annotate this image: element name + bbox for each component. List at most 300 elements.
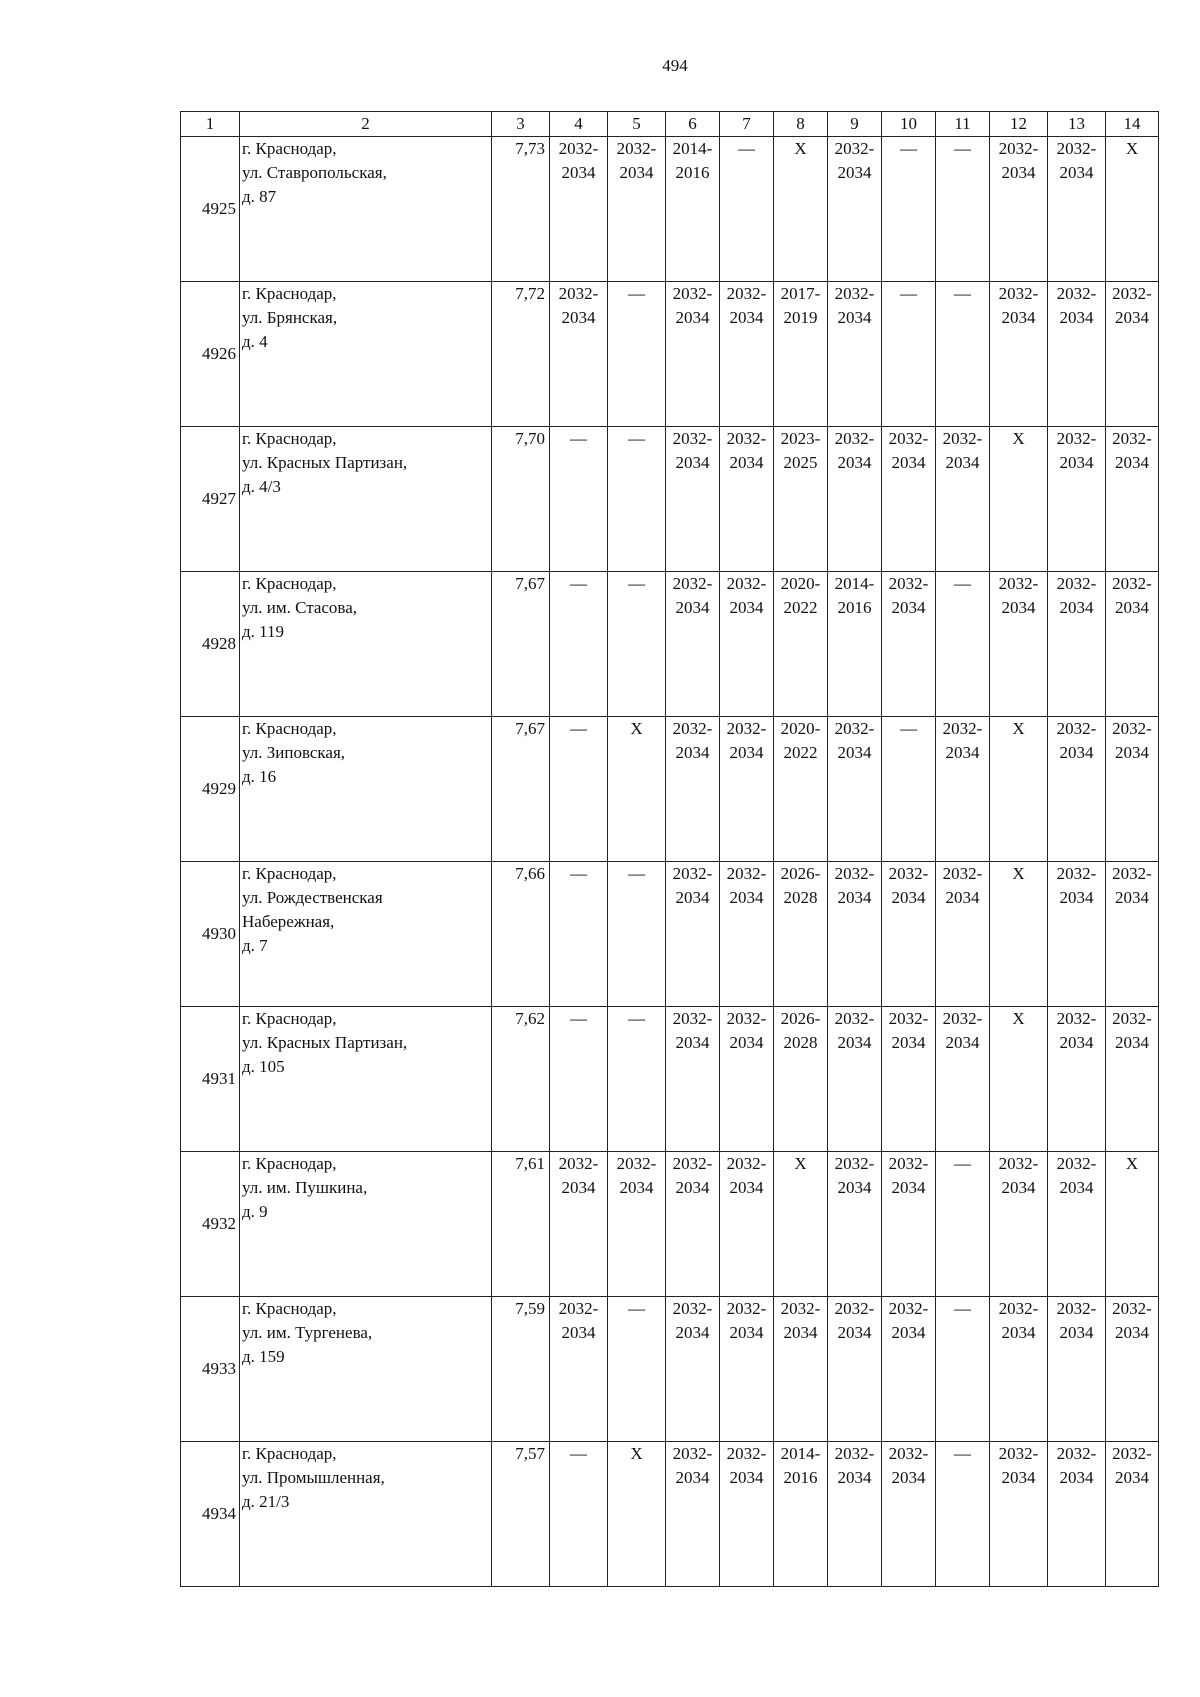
- period-value: 2032- 2034: [834, 1154, 875, 1197]
- period-cell: [608, 572, 666, 717]
- period-value: 2032- 2034: [1112, 1299, 1152, 1342]
- period-cell: [720, 572, 774, 717]
- period-cell: [828, 1007, 882, 1152]
- period-cell: [774, 572, 828, 717]
- index-value-cell: 7,59: [492, 1297, 550, 1442]
- address-line: д. 159: [242, 1347, 285, 1366]
- table-row: [181, 1152, 1159, 1297]
- period-cell: [1106, 862, 1159, 1007]
- period-value: —: [900, 139, 917, 158]
- column-number-header: 7: [720, 112, 774, 137]
- period-cell: [828, 1442, 882, 1587]
- period-cell: [720, 1007, 774, 1152]
- period-value: 2032- 2034: [942, 429, 983, 472]
- period-value: 2032- 2034: [834, 284, 875, 327]
- table-row: [181, 427, 1159, 572]
- period-cell: [1106, 282, 1159, 427]
- period-cell: [936, 1297, 990, 1442]
- row-number-cell: 4929: [181, 717, 240, 862]
- index-value-cell: 7,61: [492, 1152, 550, 1297]
- period-cell: [1048, 1297, 1106, 1442]
- period-cell: [1106, 1007, 1159, 1152]
- period-cell: [666, 717, 720, 862]
- period-cell: [882, 137, 936, 282]
- row-number-cell: 4926: [181, 282, 240, 427]
- period-cell: [608, 1152, 666, 1297]
- row-number-cell: 4931: [181, 1007, 240, 1152]
- address-line: ул. Рождественская: [242, 888, 383, 907]
- period-cell: [550, 1007, 608, 1152]
- period-value: —: [628, 429, 645, 448]
- period-cell: [828, 282, 882, 427]
- period-value: 2032- 2034: [726, 574, 767, 617]
- period-value: 2032- 2034: [834, 719, 875, 762]
- address-line: г. Краснодар,: [242, 284, 337, 303]
- column-number-header: 5: [608, 112, 666, 137]
- period-cell: [550, 137, 608, 282]
- period-cell: [550, 1297, 608, 1442]
- address-line: ул. Промышленная,: [242, 1468, 385, 1487]
- period-cell: [608, 717, 666, 862]
- period-value: 2032- 2034: [1056, 429, 1097, 472]
- period-cell: [828, 1152, 882, 1297]
- period-value: 2032- 2034: [1056, 1299, 1097, 1342]
- index-value-cell: 7,72: [492, 282, 550, 427]
- period-cell: [720, 137, 774, 282]
- period-value: —: [570, 719, 587, 738]
- address-line: д. 119: [242, 622, 285, 641]
- address-cell: [240, 1442, 492, 1587]
- period-value: 2032- 2034: [1056, 864, 1097, 907]
- address-cell: [240, 862, 492, 1007]
- period-value: 2032- 2034: [834, 1299, 875, 1342]
- address-line: г. Краснодар,: [242, 1444, 337, 1463]
- period-value: —: [570, 1009, 587, 1028]
- period-cell: [882, 1297, 936, 1442]
- period-value: 2032- 2034: [942, 864, 983, 907]
- period-value: 2032- 2034: [998, 1299, 1039, 1342]
- period-value: 2032- 2034: [942, 1009, 983, 1052]
- period-cell: [666, 1297, 720, 1442]
- index-value-cell: 7,57: [492, 1442, 550, 1587]
- period-cell: [1106, 572, 1159, 717]
- period-cell: [774, 1152, 828, 1297]
- period-cell: [882, 1442, 936, 1587]
- period-value: 2032- 2034: [888, 429, 929, 472]
- address-line: д. 4: [242, 332, 268, 351]
- row-number-cell: 4932: [181, 1152, 240, 1297]
- column-number-header: 3: [492, 112, 550, 137]
- table-row: [181, 717, 1159, 862]
- address-cell: [240, 282, 492, 427]
- period-cell: [774, 427, 828, 572]
- period-value: 2032- 2034: [942, 719, 983, 762]
- address-line: г. Краснодар,: [242, 1009, 337, 1028]
- period-value: 2032- 2034: [888, 574, 929, 617]
- period-cell: [882, 572, 936, 717]
- period-value: —: [900, 719, 917, 738]
- table-row: [181, 282, 1159, 427]
- address-line: д. 87: [242, 187, 277, 206]
- address-line: ул. им. Стасова,: [242, 598, 358, 617]
- address-line: ул. Красных Партизан,: [242, 453, 408, 472]
- period-cell: [720, 1442, 774, 1587]
- period-cell: [1048, 137, 1106, 282]
- table-row: [181, 1442, 1159, 1587]
- address-line: д. 21/3: [242, 1492, 290, 1511]
- period-value: 2032- 2034: [558, 1154, 599, 1197]
- period-cell: [608, 862, 666, 1007]
- period-cell: [608, 427, 666, 572]
- table-row: [181, 862, 1159, 1007]
- period-cell: [1106, 717, 1159, 862]
- period-value: —: [628, 1299, 645, 1318]
- period-cell: [608, 1297, 666, 1442]
- row-number-cell: 4930: [181, 862, 240, 1007]
- period-value: 2032- 2034: [672, 1009, 713, 1052]
- period-value: 2032- 2034: [672, 864, 713, 907]
- table-row: [181, 1297, 1159, 1442]
- period-cell: [720, 717, 774, 862]
- period-cell: [774, 1007, 828, 1152]
- period-value: 2032- 2034: [1112, 1009, 1152, 1052]
- address-cell: [240, 1297, 492, 1442]
- period-cell: [936, 427, 990, 572]
- period-cell: [608, 1007, 666, 1152]
- address-line: г. Краснодар,: [242, 574, 337, 593]
- period-value: 2032- 2034: [1056, 1154, 1097, 1197]
- period-cell: [666, 427, 720, 572]
- period-value: 2032- 2034: [558, 139, 599, 182]
- period-value: 2032- 2034: [888, 864, 929, 907]
- period-value: 2032- 2034: [834, 864, 875, 907]
- index-value-cell: 7,62: [492, 1007, 550, 1152]
- address-line: г. Краснодар,: [242, 1154, 337, 1173]
- period-cell: [990, 862, 1048, 1007]
- period-value: 2032- 2034: [888, 1009, 929, 1052]
- period-value: 2032- 2034: [672, 284, 713, 327]
- index-value-cell: 7,67: [492, 572, 550, 717]
- period-value: 2032- 2034: [1112, 284, 1152, 327]
- period-cell: [828, 572, 882, 717]
- period-cell: [774, 862, 828, 1007]
- period-cell: [666, 1152, 720, 1297]
- period-cell: [666, 1007, 720, 1152]
- period-value: X: [1012, 429, 1025, 448]
- period-cell: [936, 717, 990, 862]
- period-cell: [720, 427, 774, 572]
- period-cell: [828, 137, 882, 282]
- address-line: Набережная,: [242, 912, 335, 931]
- period-value: —: [628, 864, 645, 883]
- period-value: —: [570, 574, 587, 593]
- address-line: ул. Ставропольская,: [242, 163, 387, 182]
- row-number-cell: 4928: [181, 572, 240, 717]
- period-value: —: [954, 139, 971, 158]
- period-value: —: [900, 284, 917, 303]
- address-cell: [240, 572, 492, 717]
- period-cell: [550, 427, 608, 572]
- period-value: —: [628, 574, 645, 593]
- address-line: ул. им. Тургенева,: [242, 1323, 373, 1342]
- index-value-cell: 7,70: [492, 427, 550, 572]
- period-value: 2032- 2034: [726, 719, 767, 762]
- column-number-header: 11: [936, 112, 990, 137]
- row-number-cell: 4925: [181, 137, 240, 282]
- period-cell: [882, 1152, 936, 1297]
- period-value: X: [1012, 864, 1025, 883]
- period-cell: [774, 282, 828, 427]
- period-value: 2032- 2034: [1112, 719, 1152, 762]
- address-line: д. 4/3: [242, 477, 281, 496]
- period-cell: [774, 1442, 828, 1587]
- period-value: 2032- 2034: [726, 864, 767, 907]
- column-number-header: 14: [1106, 112, 1159, 137]
- period-value: 2032- 2034: [1056, 1009, 1097, 1052]
- period-cell: [936, 862, 990, 1007]
- period-value: 2032- 2034: [672, 1444, 713, 1487]
- period-value: 2032- 2034: [780, 1299, 821, 1342]
- period-cell: [990, 1152, 1048, 1297]
- period-cell: [1048, 862, 1106, 1007]
- table-row: [181, 1007, 1159, 1152]
- period-value: 2032- 2034: [1112, 1444, 1152, 1487]
- period-value: 2032- 2034: [888, 1154, 929, 1197]
- row-number-cell: 4934: [181, 1442, 240, 1587]
- period-cell: [882, 282, 936, 427]
- period-value: 2032- 2034: [672, 574, 713, 617]
- period-value: X: [1012, 719, 1025, 738]
- period-value: 2032- 2034: [1056, 139, 1097, 182]
- period-value: 2026- 2028: [780, 864, 821, 907]
- period-cell: [774, 1297, 828, 1442]
- period-value: 2032- 2034: [616, 1154, 657, 1197]
- period-cell: [550, 282, 608, 427]
- period-value: 2032- 2034: [1056, 284, 1097, 327]
- address-line: д. 9: [242, 1202, 268, 1221]
- period-cell: [666, 137, 720, 282]
- period-value: 2032- 2034: [998, 284, 1039, 327]
- period-value: —: [954, 1154, 971, 1173]
- period-cell: [1106, 1297, 1159, 1442]
- period-value: 2017- 2019: [780, 284, 821, 327]
- period-cell: [666, 862, 720, 1007]
- period-value: 2032- 2034: [834, 1009, 875, 1052]
- column-number-header: 4: [550, 112, 608, 137]
- period-value: X: [630, 1444, 643, 1463]
- period-value: 2032- 2034: [1056, 1444, 1097, 1487]
- address-line: д. 7: [242, 936, 268, 955]
- period-value: 2032- 2034: [672, 429, 713, 472]
- period-cell: [774, 717, 828, 862]
- period-value: X: [794, 139, 807, 158]
- period-value: 2026- 2028: [780, 1009, 821, 1052]
- period-value: 2020- 2022: [780, 574, 821, 617]
- period-value: 2032- 2034: [672, 1154, 713, 1197]
- period-value: 2032- 2034: [1056, 574, 1097, 617]
- period-cell: [720, 862, 774, 1007]
- address-cell: [240, 427, 492, 572]
- period-value: —: [954, 1299, 971, 1318]
- period-value: 2032- 2034: [834, 1444, 875, 1487]
- period-value: —: [954, 574, 971, 593]
- address-cell: [240, 1007, 492, 1152]
- address-line: ул. им. Пушкина,: [242, 1178, 368, 1197]
- period-value: —: [628, 284, 645, 303]
- period-cell: [1106, 1442, 1159, 1587]
- address-line: г. Краснодар,: [242, 139, 337, 158]
- period-value: 2032- 2034: [888, 1299, 929, 1342]
- address-cell: [240, 717, 492, 862]
- row-number-cell: 4927: [181, 427, 240, 572]
- period-cell: [774, 137, 828, 282]
- address-line: ул. Зиповская,: [242, 743, 346, 762]
- period-cell: [882, 427, 936, 572]
- period-value: 2032- 2034: [1056, 719, 1097, 762]
- period-cell: [550, 862, 608, 1007]
- address-line: д. 16: [242, 767, 277, 786]
- period-value: X: [630, 719, 643, 738]
- period-cell: [828, 427, 882, 572]
- row-number-cell: 4933: [181, 1297, 240, 1442]
- period-cell: [990, 717, 1048, 862]
- period-cell: [720, 1152, 774, 1297]
- period-cell: [666, 1442, 720, 1587]
- period-value: 2032- 2034: [726, 1009, 767, 1052]
- period-value: X: [1125, 1154, 1139, 1173]
- period-value: 2032- 2034: [616, 139, 657, 182]
- period-cell: [608, 137, 666, 282]
- table-row: [181, 572, 1159, 717]
- period-cell: [1048, 282, 1106, 427]
- period-cell: [550, 572, 608, 717]
- period-value: 2014- 2016: [834, 574, 875, 617]
- period-cell: [936, 1152, 990, 1297]
- period-value: 2032- 2034: [998, 1154, 1039, 1197]
- period-cell: [666, 572, 720, 717]
- period-cell: [550, 717, 608, 862]
- period-cell: [936, 572, 990, 717]
- address-line: г. Краснодар,: [242, 864, 337, 883]
- period-value: 2032- 2034: [1112, 864, 1152, 907]
- table-row: [181, 137, 1159, 282]
- period-value: 2032- 2034: [998, 139, 1039, 182]
- index-value-cell: 7,73: [492, 137, 550, 282]
- period-cell: [882, 862, 936, 1007]
- address-line: д. 105: [242, 1057, 285, 1076]
- period-cell: [882, 1007, 936, 1152]
- period-cell: [1106, 137, 1159, 282]
- period-cell: [990, 282, 1048, 427]
- column-number-header: 10: [882, 112, 936, 137]
- period-cell: [990, 137, 1048, 282]
- column-number-header: 9: [828, 112, 882, 137]
- column-number-header-row: [181, 112, 1159, 137]
- period-value: 2032- 2034: [1112, 574, 1152, 617]
- column-number-header: 2: [240, 112, 492, 137]
- period-cell: [1048, 427, 1106, 572]
- period-value: X: [1012, 1009, 1025, 1028]
- column-number-header: 13: [1048, 112, 1106, 137]
- period-cell: [828, 717, 882, 862]
- period-value: —: [954, 284, 971, 303]
- period-cell: [720, 1297, 774, 1442]
- period-value: 2032- 2034: [834, 139, 875, 182]
- period-value: 2032- 2034: [672, 1299, 713, 1342]
- period-value: —: [628, 1009, 645, 1028]
- period-cell: [936, 282, 990, 427]
- address-cell: [240, 1152, 492, 1297]
- period-value: X: [794, 1154, 807, 1173]
- period-cell: [936, 1007, 990, 1152]
- period-cell: [1048, 1152, 1106, 1297]
- housing-register-table: [180, 111, 1159, 1587]
- period-value: —: [738, 139, 755, 158]
- period-cell: [550, 1442, 608, 1587]
- period-cell: [666, 282, 720, 427]
- period-cell: [936, 137, 990, 282]
- period-value: 2014- 2016: [780, 1444, 821, 1487]
- index-value-cell: 7,67: [492, 717, 550, 862]
- column-number-header: 12: [990, 112, 1048, 137]
- period-cell: [608, 1442, 666, 1587]
- period-cell: [990, 572, 1048, 717]
- column-number-header: 6: [666, 112, 720, 137]
- period-value: 2032- 2034: [726, 1444, 767, 1487]
- period-cell: [1048, 572, 1106, 717]
- period-cell: [1048, 717, 1106, 862]
- period-cell: [990, 1297, 1048, 1442]
- period-cell: [936, 1442, 990, 1587]
- period-cell: [1048, 1442, 1106, 1587]
- period-value: X: [1125, 139, 1139, 158]
- index-value-cell: 7,66: [492, 862, 550, 1007]
- period-value: 2032- 2034: [672, 719, 713, 762]
- period-value: 2032- 2034: [726, 1299, 767, 1342]
- period-value: 2032- 2034: [1112, 429, 1152, 472]
- period-cell: [990, 427, 1048, 572]
- period-cell: [990, 1007, 1048, 1152]
- period-cell: [608, 282, 666, 427]
- period-value: 2032- 2034: [726, 1154, 767, 1197]
- period-cell: [828, 1297, 882, 1442]
- page-number: 494: [662, 56, 688, 75]
- period-cell: [1048, 1007, 1106, 1152]
- period-value: 2020- 2022: [780, 719, 821, 762]
- period-cell: [550, 1152, 608, 1297]
- period-value: —: [954, 1444, 971, 1463]
- period-value: 2032- 2034: [834, 429, 875, 472]
- period-cell: [1106, 427, 1159, 572]
- period-value: 2032- 2034: [726, 284, 767, 327]
- period-value: 2032- 2034: [726, 429, 767, 472]
- column-number-header: 1: [181, 112, 240, 137]
- period-value: —: [570, 1444, 587, 1463]
- address-line: г. Краснодар,: [242, 1299, 337, 1318]
- period-cell: [882, 717, 936, 862]
- period-cell: [990, 1442, 1048, 1587]
- period-value: 2032- 2034: [998, 574, 1039, 617]
- address-line: ул. Красных Партизан,: [242, 1033, 408, 1052]
- period-value: 2014- 2016: [672, 139, 713, 182]
- column-number-header: 8: [774, 112, 828, 137]
- period-value: 2032- 2034: [998, 1444, 1039, 1487]
- period-value: 2032- 2034: [888, 1444, 929, 1487]
- period-value: 2032- 2034: [558, 284, 599, 327]
- address-line: ул. Брянская,: [242, 308, 338, 327]
- table-body: [181, 137, 1159, 1587]
- period-cell: [828, 862, 882, 1007]
